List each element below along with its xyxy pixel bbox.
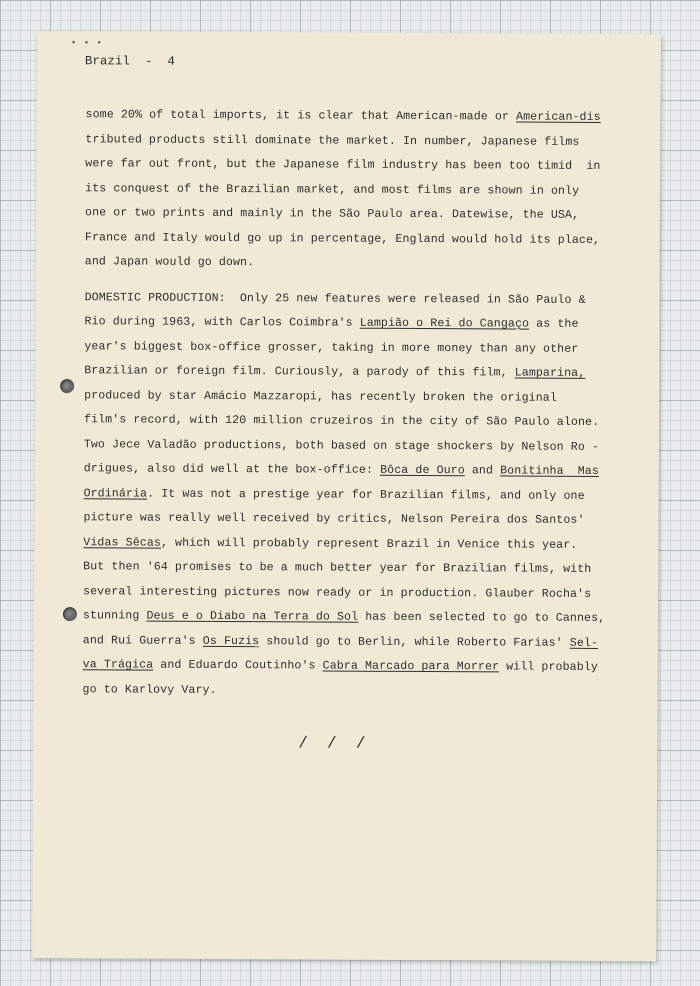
text-line	[84, 408, 624, 435]
text-segment: DOMESTIC PRODUCTION: Only 25 new features were released in São Paulo &	[84, 290, 586, 307]
film-title: Deus e o Diabo na Terra do Sol	[146, 609, 359, 624]
text-segment: picture was really well received by critics, Nelson Pereira dos Santos'	[83, 511, 585, 527]
text-line	[85, 226, 625, 253]
text-line	[83, 580, 623, 607]
film-title: Lampião o Rei do Cangaço	[359, 316, 530, 331]
corner-mark: • • •	[70, 38, 103, 49]
text-segment: were far out front, but the Japanese film industry has been too timid in	[85, 157, 601, 173]
text-line	[83, 531, 623, 558]
text-segment: produced by star Amácio Mazzaropi, has recently broken the original	[84, 388, 557, 405]
text-line	[84, 335, 624, 362]
text-line	[85, 286, 625, 313]
text-segment: some 20% of total imports, it is clear that American-made or	[85, 108, 517, 124]
text-segment: has been selected to go to Cannes,	[358, 610, 606, 625]
text-segment: Brazilian or foreign film. Curiously, a parody of this film,	[84, 364, 515, 380]
text-line	[85, 103, 625, 130]
text-segment: go to Karlovy Vary.	[82, 682, 217, 697]
film-title: Vidas Sêcas	[83, 535, 161, 550]
text-segment: and Eduardo Coutinho's	[153, 658, 323, 673]
text-line	[85, 128, 625, 155]
text-segment: as the	[529, 317, 579, 331]
text-segment: one or two prints and mainly in the São Paulo area. Datewise, the USA,	[85, 206, 580, 222]
body-text	[82, 103, 625, 705]
film-title: Cabra Marcado para Morrer	[322, 659, 500, 674]
text-line	[84, 359, 624, 386]
film-title: American-dis	[516, 110, 601, 124]
text-line	[85, 250, 625, 277]
text-segment: its conquest of the Brazilian market, and most films are shown in only	[85, 181, 580, 198]
text-segment: should go to Berlin, while Roberto Farias'	[259, 634, 570, 650]
text-segment: . It was not a prestige year for Brazilian films, and only one	[147, 487, 585, 503]
text-line	[83, 629, 623, 656]
end-mark: / / /	[298, 734, 366, 753]
text-line	[84, 384, 624, 411]
text-segment: several interesting pictures now ready or in production. Glauber Rocha's	[83, 584, 592, 601]
text-line	[83, 604, 623, 631]
film-title: Bonitinha Mas	[500, 464, 599, 478]
text-line	[85, 152, 625, 179]
text-segment: Two Jece Valadão productions, both based on stage shockers by Nelson Ro -	[83, 437, 600, 454]
text-line	[83, 555, 623, 582]
text-line	[85, 177, 625, 204]
punch-hole	[60, 379, 74, 393]
punch-hole	[63, 607, 77, 621]
text-segment: tributed products still dominate the market. In number, Japanese films	[85, 132, 580, 149]
text-segment: and Japan would go down.	[84, 255, 255, 270]
typewritten-page	[32, 31, 661, 961]
text-segment: France and Italy would go up in percentage, England would hold its place,	[84, 230, 601, 247]
text-segment: and	[464, 464, 501, 478]
text-segment: and Rui Guerra's	[82, 633, 203, 648]
page-header: Brazil - 4	[84, 54, 175, 69]
text-segment: stunning	[82, 609, 147, 623]
text-segment: But then '64 promises to be a much better year for Brazilian films, with	[83, 560, 592, 576]
film-title: Sel-	[569, 636, 599, 650]
text-segment: will probably	[499, 660, 598, 674]
text-segment: year's biggest box-office grosser, taking in more money than any other	[84, 339, 579, 356]
text-segment: film's record, with 120 million cruzeiros in the city of São Paulo alone.	[83, 413, 600, 429]
text-line	[82, 678, 622, 705]
text-line	[84, 433, 624, 460]
film-title: va Trágica	[82, 658, 154, 672]
film-title: Ordinária	[83, 486, 148, 501]
paragraph-domestic-production	[82, 286, 624, 705]
paragraph-imports	[85, 103, 626, 277]
text-segment: , which will probably represent Brazil in Venice this year.	[160, 536, 578, 552]
text-segment: drigues, also did well at the box-office:	[83, 462, 381, 477]
text-line	[84, 310, 624, 337]
text-line	[83, 506, 623, 533]
film-title: Lamparina,	[514, 366, 586, 380]
text-line	[84, 457, 624, 484]
text-line	[85, 201, 625, 228]
text-segment: Rio during 1963, with Carlos Coimbra's	[84, 315, 360, 330]
film-title: Bôca de Ouro	[380, 463, 465, 478]
film-title: Os Fuzis	[202, 634, 260, 648]
text-line	[83, 653, 623, 680]
text-line	[84, 482, 624, 509]
